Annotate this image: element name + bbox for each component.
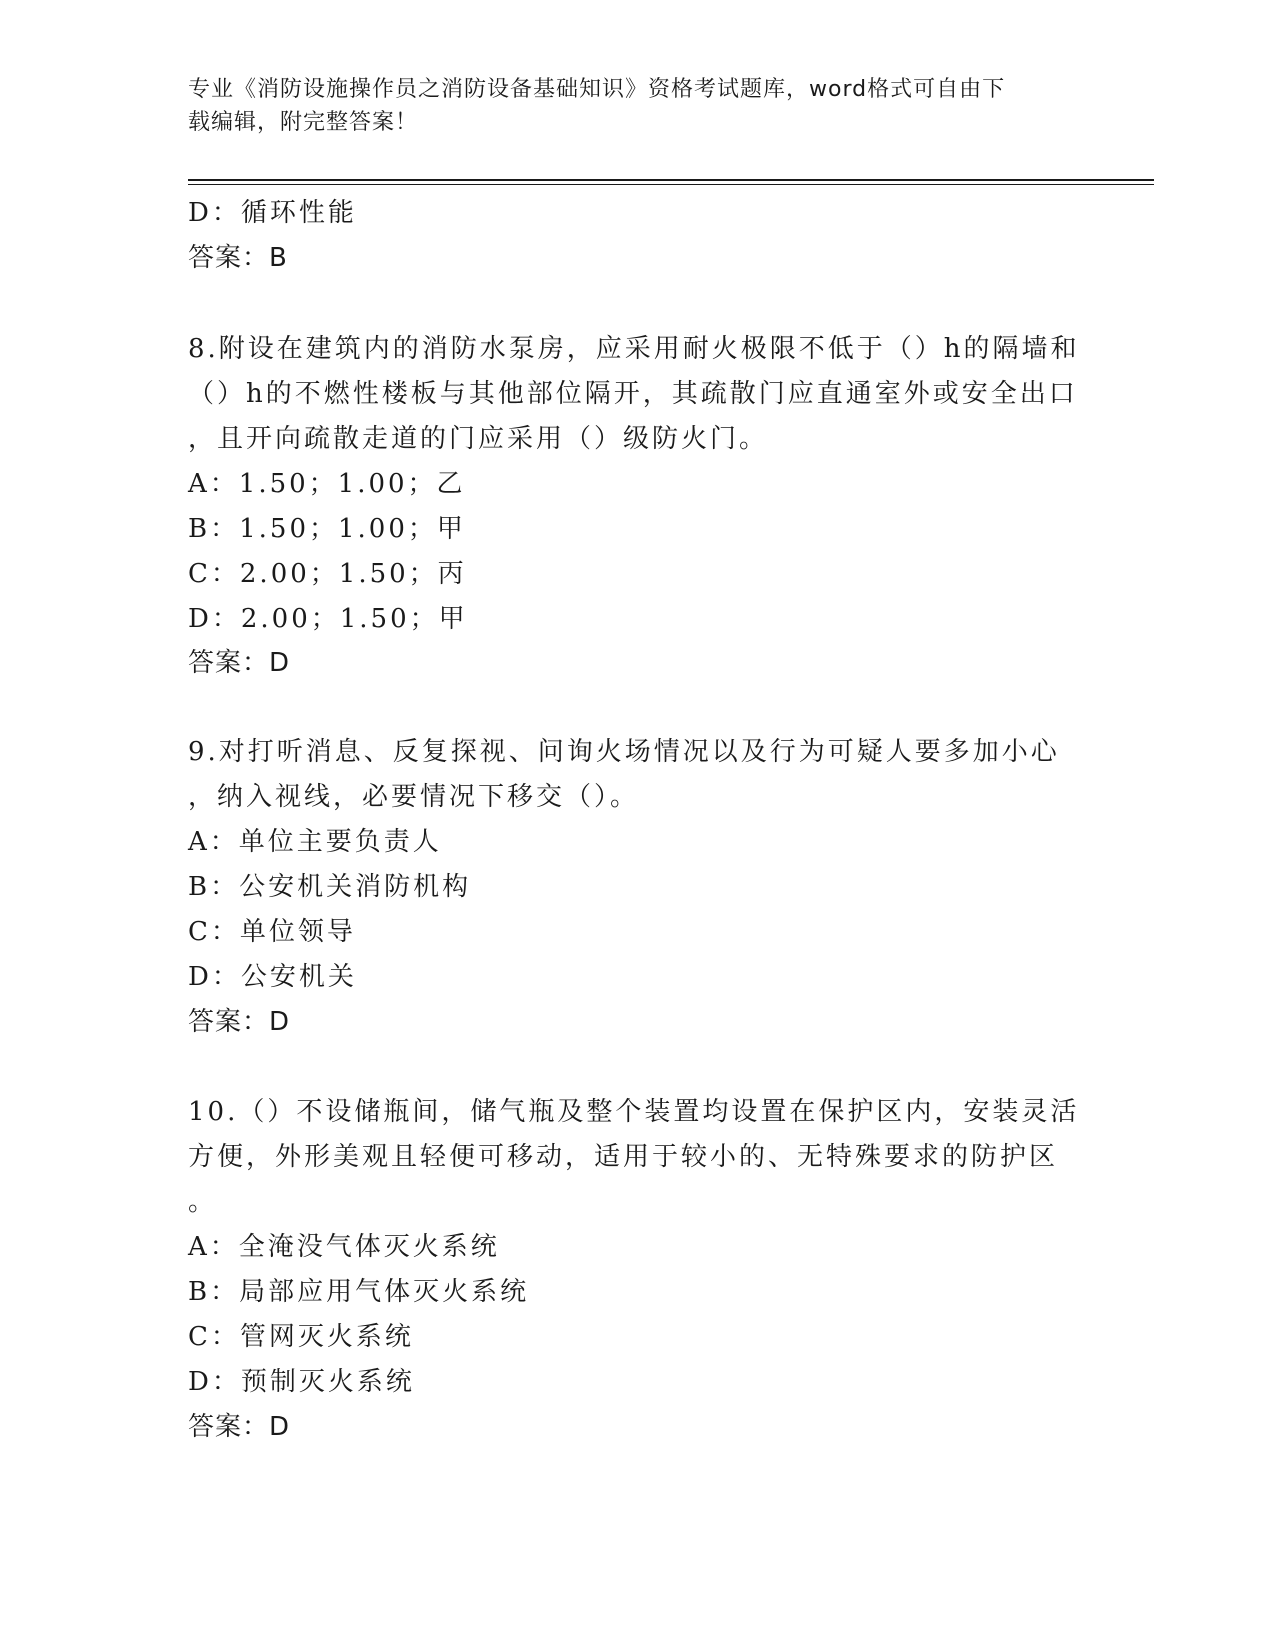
- question-stem-line-1: 10.（）不设储瓶间，储气瓶及整个装置均设置在保护区内，安装灵活: [188, 1097, 1080, 1127]
- question-stem-line-3: 。: [188, 1187, 218, 1217]
- question-stem-line-2: 方便，外形美观且轻便可移动，适用于较小的、无特殊要求的防护区: [188, 1142, 1059, 1172]
- option-a: A：全淹没气体灭火系统: [188, 1232, 500, 1262]
- header-line-1: 专业《消防设施操作员之消防设备基础知识》资格考试题库，word格式可自由下: [188, 77, 1006, 102]
- question-stem-line-1: 8.附设在建筑内的消防水泵房，应采用耐火极限不低于（）h的隔墙和: [188, 334, 1080, 364]
- page-header: [188, 73, 1088, 139]
- question-stem-line-2: （）h的不燃性楼板与其他部位隔开，其疏散门应直通室外或安全出口: [188, 379, 1078, 409]
- header-line-2: 载编辑，附完整答案！: [188, 110, 419, 135]
- option-c: C：单位领导: [188, 917, 356, 947]
- answer-line: 答案：D: [188, 1412, 291, 1442]
- option-d: D：循环性能: [188, 198, 357, 228]
- option-d: D：2.00；1.50；甲: [188, 604, 468, 634]
- answer-line: 答案：D: [188, 1007, 291, 1037]
- option-a: A：1.50；1.00；乙: [188, 469, 466, 499]
- answer-line: 答案：B: [188, 243, 288, 273]
- option-c: C：管网灭火系统: [188, 1322, 414, 1352]
- option-c: C：2.00；1.50；丙: [188, 559, 467, 589]
- option-d: D：预制灭火系统: [188, 1367, 415, 1397]
- option-b: B：公安机关消防机构: [188, 872, 472, 902]
- option-b: B：局部应用气体灭火系统: [188, 1277, 530, 1307]
- option-b: B：1.50；1.00；甲: [188, 514, 466, 544]
- option-a: A：单位主要负责人: [188, 827, 442, 857]
- header-divider-thick: [188, 179, 1154, 181]
- answer-line: 答案：D: [188, 648, 291, 678]
- header-divider-thin: [188, 184, 1154, 185]
- question-stem-line-1: 9.对打听消息、反复探视、问询火场情况以及行为可疑人要多加小心: [188, 737, 1060, 767]
- question-stem-line-3: ，且开向疏散走道的门应采用（）级防火门。: [188, 424, 769, 454]
- option-d: D：公安机关: [188, 962, 357, 992]
- question-stem-line-2: ，纳入视线，必要情况下移交（）。: [188, 782, 640, 812]
